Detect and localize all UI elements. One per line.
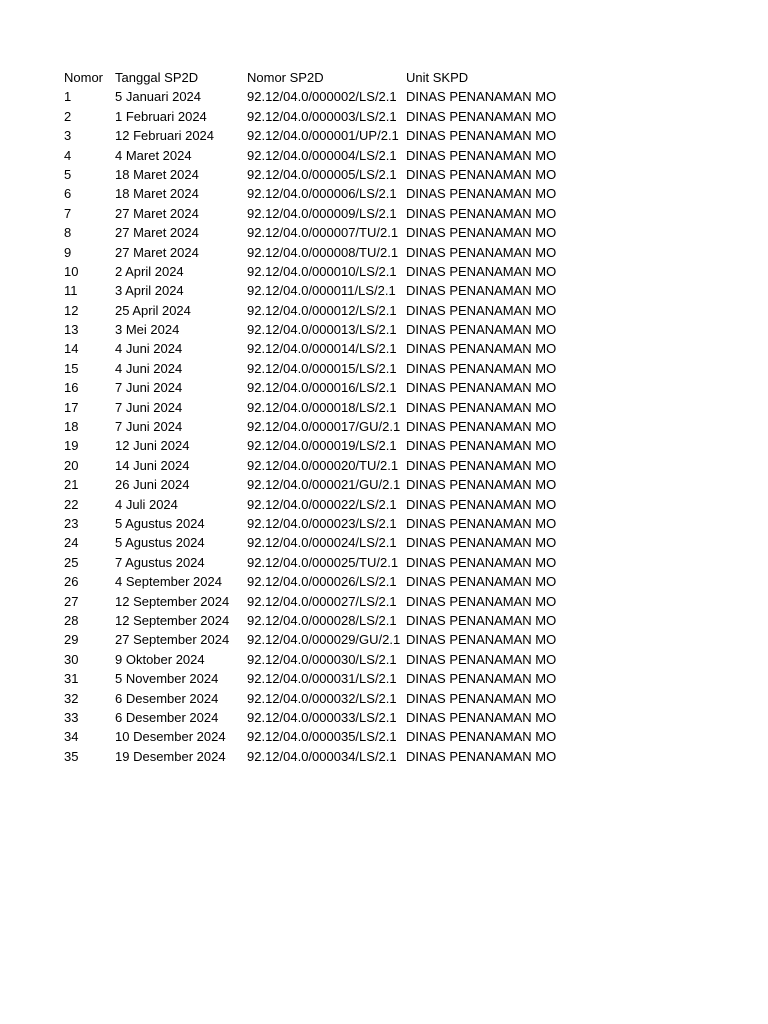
cell-nomor-sp2d[interactable]: 92.12/04.0/000007/TU/2.1: [247, 225, 399, 241]
cell-tanggal[interactable]: 18 Maret 2024: [115, 186, 199, 202]
cell-nomor-sp2d[interactable]: 92.12/04.0/000006/LS/2.1: [247, 186, 397, 202]
header-tanggal[interactable]: Tanggal SP2D: [115, 70, 199, 85]
cell-nomor-sp2d[interactable]: 92.12/04.0/000012/LS/2.1: [247, 302, 397, 318]
cell-unit[interactable]: DINAS PENANAMAN MO: [406, 457, 557, 473]
cell-nomor[interactable]: 34: [64, 729, 79, 745]
cell-unit[interactable]: DINAS PENANAMAN MO: [406, 612, 557, 628]
cell-unit[interactable]: DINAS PENANAMAN MO: [406, 322, 557, 338]
cell-tanggal[interactable]: 25 April 2024: [115, 302, 191, 318]
cell-nomor[interactable]: 8: [64, 225, 72, 241]
cell-tanggal[interactable]: 7 Juni 2024: [115, 399, 183, 415]
cell-nomor[interactable]: 26: [64, 574, 79, 590]
cell-tanggal[interactable]: 12 September 2024: [115, 593, 230, 609]
cell-unit[interactable]: DINAS PENANAMAN MO: [406, 690, 557, 706]
cell-tanggal[interactable]: 12 September 2024: [115, 612, 230, 628]
cell-nomor[interactable]: 2: [64, 108, 72, 124]
header-nomor[interactable]: Nomor: [64, 70, 104, 85]
cell-nomor[interactable]: 10: [64, 263, 79, 279]
cell-unit[interactable]: DINAS PENANAMAN MO: [406, 225, 557, 241]
cell-tanggal[interactable]: 3 Mei 2024: [115, 322, 180, 338]
cell-nomor-sp2d[interactable]: 92.12/04.0/000016/LS/2.1: [247, 380, 397, 396]
cell-tanggal[interactable]: 7 Agustus 2024: [115, 554, 205, 570]
cell-tanggal[interactable]: 19 Desember 2024: [115, 748, 226, 764]
cell-nomor-sp2d[interactable]: 92.12/04.0/000031/LS/2.1: [247, 671, 397, 687]
cell-nomor-sp2d[interactable]: 92.12/04.0/000019/LS/2.1: [247, 438, 397, 454]
cell-nomor[interactable]: 28: [64, 612, 79, 628]
cell-unit[interactable]: DINAS PENANAMAN MO: [406, 438, 557, 454]
cell-nomor[interactable]: 35: [64, 748, 79, 764]
cell-unit[interactable]: DINAS PENANAMAN MO: [406, 399, 557, 415]
cell-tanggal[interactable]: 7 Juni 2024: [115, 380, 183, 396]
cell-nomor[interactable]: 33: [64, 709, 79, 725]
cell-nomor[interactable]: 5: [64, 166, 72, 182]
cell-unit[interactable]: DINAS PENANAMAN MO: [406, 263, 557, 279]
cell-nomor[interactable]: 4: [64, 147, 72, 163]
cell-tanggal[interactable]: 27 Maret 2024: [115, 244, 199, 260]
cell-tanggal[interactable]: 5 November 2024: [115, 671, 219, 687]
cell-tanggal[interactable]: 4 Juni 2024: [115, 360, 183, 376]
cell-tanggal[interactable]: 12 Juni 2024: [115, 438, 190, 454]
cell-tanggal[interactable]: 12 Februari 2024: [115, 128, 215, 144]
cell-nomor-sp2d[interactable]: 92.12/04.0/000018/LS/2.1: [247, 399, 397, 415]
cell-nomor[interactable]: 16: [64, 380, 79, 396]
cell-unit[interactable]: DINAS PENANAMAN MO: [406, 205, 557, 221]
cell-nomor-sp2d[interactable]: 92.12/04.0/000005/LS/2.1: [247, 166, 397, 182]
cell-unit[interactable]: DINAS PENANAMAN MO: [406, 709, 557, 725]
cell-nomor-sp2d[interactable]: 92.12/04.0/000029/GU/2.1: [247, 632, 401, 648]
cell-unit[interactable]: DINAS PENANAMAN MO: [406, 302, 557, 318]
cell-nomor-sp2d[interactable]: 92.12/04.0/000024/LS/2.1: [247, 535, 397, 551]
cell-nomor[interactable]: 11: [64, 283, 78, 299]
cell-nomor-sp2d[interactable]: 92.12/04.0/000002/LS/2.1: [247, 89, 397, 105]
cell-nomor-sp2d[interactable]: 92.12/04.0/000021/GU/2.1: [247, 477, 401, 493]
cell-nomor[interactable]: 6: [64, 186, 72, 202]
cell-nomor[interactable]: 20: [64, 457, 79, 473]
cell-unit[interactable]: DINAS PENANAMAN MO: [406, 166, 557, 182]
cell-nomor-sp2d[interactable]: 92.12/04.0/000009/LS/2.1: [247, 205, 397, 221]
cell-nomor[interactable]: 13: [64, 322, 79, 338]
cell-tanggal[interactable]: 14 Juni 2024: [115, 457, 190, 473]
cell-nomor-sp2d[interactable]: 92.12/04.0/000013/LS/2.1: [247, 322, 397, 338]
cell-tanggal[interactable]: 1 Februari 2024: [115, 108, 207, 124]
cell-unit[interactable]: DINAS PENANAMAN MO: [406, 360, 557, 376]
cell-tanggal[interactable]: 3 April 2024: [115, 283, 184, 299]
cell-nomor-sp2d[interactable]: 92.12/04.0/000022/LS/2.1: [247, 496, 397, 512]
cell-unit[interactable]: DINAS PENANAMAN MO: [406, 729, 557, 745]
cell-tanggal[interactable]: 5 Agustus 2024: [115, 535, 205, 551]
cell-nomor-sp2d[interactable]: 92.12/04.0/000035/LS/2.1: [247, 729, 397, 745]
cell-unit[interactable]: DINAS PENANAMAN MO: [406, 515, 557, 531]
cell-nomor-sp2d[interactable]: 92.12/04.0/000032/LS/2.1: [247, 690, 397, 706]
cell-unit[interactable]: DINAS PENANAMAN MO: [406, 283, 557, 299]
cell-tanggal[interactable]: 9 Oktober 2024: [115, 651, 205, 667]
cell-nomor-sp2d[interactable]: 92.12/04.0/000017/GU/2.1: [247, 419, 401, 435]
cell-nomor-sp2d[interactable]: 92.12/04.0/000011/LS/2.1: [247, 283, 396, 299]
cell-tanggal[interactable]: 5 Januari 2024: [115, 89, 202, 105]
cell-nomor-sp2d[interactable]: 92.12/04.0/000026/LS/2.1: [247, 574, 397, 590]
cell-nomor[interactable]: 22: [64, 496, 79, 512]
cell-nomor-sp2d[interactable]: 92.12/04.0/000027/LS/2.1: [247, 593, 397, 609]
cell-nomor[interactable]: 17: [64, 399, 79, 415]
cell-nomor[interactable]: 29: [64, 632, 79, 648]
cell-unit[interactable]: DINAS PENANAMAN MO: [406, 186, 557, 202]
cell-nomor[interactable]: 7: [64, 205, 72, 221]
cell-tanggal[interactable]: 27 September 2024: [115, 632, 230, 648]
cell-unit[interactable]: DINAS PENANAMAN MO: [406, 748, 557, 764]
cell-unit[interactable]: DINAS PENANAMAN MO: [406, 147, 557, 163]
cell-nomor-sp2d[interactable]: 92.12/04.0/000010/LS/2.1: [247, 263, 397, 279]
cell-nomor[interactable]: 24: [64, 535, 79, 551]
cell-tanggal[interactable]: 18 Maret 2024: [115, 166, 199, 182]
cell-nomor[interactable]: 31: [64, 671, 79, 687]
cell-unit[interactable]: DINAS PENANAMAN MO: [406, 632, 557, 648]
cell-nomor-sp2d[interactable]: 92.12/04.0/000003/LS/2.1: [247, 108, 397, 124]
cell-unit[interactable]: DINAS PENANAMAN MO: [406, 496, 557, 512]
cell-nomor[interactable]: 32: [64, 690, 79, 706]
header-unit[interactable]: Unit SKPD: [406, 70, 469, 85]
cell-nomor-sp2d[interactable]: 92.12/04.0/000030/LS/2.1: [247, 651, 397, 667]
cell-unit[interactable]: DINAS PENANAMAN MO: [406, 244, 557, 260]
cell-tanggal[interactable]: 6 Desember 2024: [115, 690, 219, 706]
cell-unit[interactable]: DINAS PENANAMAN MO: [406, 535, 557, 551]
header-nomor-sp2d[interactable]: Nomor SP2D: [247, 70, 324, 85]
cell-tanggal[interactable]: 4 Juli 2024: [115, 496, 178, 512]
cell-nomor-sp2d[interactable]: 92.12/04.0/000004/LS/2.1: [247, 147, 397, 163]
cell-unit[interactable]: DINAS PENANAMAN MO: [406, 380, 557, 396]
cell-unit[interactable]: DINAS PENANAMAN MO: [406, 477, 557, 493]
cell-nomor-sp2d[interactable]: 92.12/04.0/000025/TU/2.1: [247, 554, 399, 570]
cell-tanggal[interactable]: 6 Desember 2024: [115, 709, 219, 725]
cell-tanggal[interactable]: 4 Maret 2024: [115, 147, 192, 163]
cell-nomor-sp2d[interactable]: 92.12/04.0/000015/LS/2.1: [247, 360, 397, 376]
cell-nomor-sp2d[interactable]: 92.12/04.0/000023/LS/2.1: [247, 515, 397, 531]
cell-nomor[interactable]: 15: [64, 360, 79, 376]
cell-tanggal[interactable]: 5 Agustus 2024: [115, 515, 205, 531]
cell-tanggal[interactable]: 10 Desember 2024: [115, 729, 226, 745]
cell-tanggal[interactable]: 2 April 2024: [115, 263, 184, 279]
cell-unit[interactable]: DINAS PENANAMAN MO: [406, 128, 557, 144]
cell-unit[interactable]: DINAS PENANAMAN MO: [406, 89, 557, 105]
cell-tanggal[interactable]: 7 Juni 2024: [115, 419, 183, 435]
cell-nomor-sp2d[interactable]: 92.12/04.0/000020/TU/2.1: [247, 457, 399, 473]
cell-nomor[interactable]: 3: [64, 128, 72, 144]
cell-nomor-sp2d[interactable]: 92.12/04.0/000028/LS/2.1: [247, 612, 397, 628]
cell-unit[interactable]: DINAS PENANAMAN MO: [406, 671, 557, 687]
cell-nomor[interactable]: 9: [64, 244, 72, 260]
cell-nomor[interactable]: 25: [64, 554, 79, 570]
cell-tanggal[interactable]: 4 Juni 2024: [115, 341, 183, 357]
cell-nomor-sp2d[interactable]: 92.12/04.0/000008/TU/2.1: [247, 244, 399, 260]
cell-unit[interactable]: DINAS PENANAMAN MO: [406, 593, 557, 609]
cell-nomor[interactable]: 30: [64, 651, 79, 667]
cell-nomor[interactable]: 23: [64, 515, 79, 531]
cell-tanggal[interactable]: 26 Juni 2024: [115, 477, 190, 493]
cell-unit[interactable]: DINAS PENANAMAN MO: [406, 419, 557, 435]
cell-nomor-sp2d[interactable]: 92.12/04.0/000034/LS/2.1: [247, 748, 397, 764]
cell-tanggal[interactable]: 27 Maret 2024: [115, 225, 199, 241]
cell-tanggal[interactable]: 27 Maret 2024: [115, 205, 199, 221]
cell-nomor[interactable]: 1: [64, 89, 72, 105]
cell-unit[interactable]: DINAS PENANAMAN MO: [406, 554, 557, 570]
cell-nomor-sp2d[interactable]: 92.12/04.0/000001/UP/2.1: [247, 128, 399, 144]
cell-nomor[interactable]: 14: [64, 341, 79, 357]
cell-nomor[interactable]: 18: [64, 419, 79, 435]
cell-unit[interactable]: DINAS PENANAMAN MO: [406, 108, 557, 124]
cell-nomor[interactable]: 12: [64, 302, 79, 318]
cell-nomor[interactable]: 21: [64, 477, 79, 493]
cell-unit[interactable]: DINAS PENANAMAN MO: [406, 341, 557, 357]
cell-nomor[interactable]: 19: [64, 438, 79, 454]
cell-tanggal[interactable]: 4 September 2024: [115, 574, 222, 590]
cell-unit[interactable]: DINAS PENANAMAN MO: [406, 651, 557, 667]
cell-unit[interactable]: DINAS PENANAMAN MO: [406, 574, 557, 590]
cell-nomor-sp2d[interactable]: 92.12/04.0/000033/LS/2.1: [247, 709, 397, 725]
cell-nomor[interactable]: 27: [64, 593, 79, 609]
cell-nomor-sp2d[interactable]: 92.12/04.0/000014/LS/2.1: [247, 341, 397, 357]
